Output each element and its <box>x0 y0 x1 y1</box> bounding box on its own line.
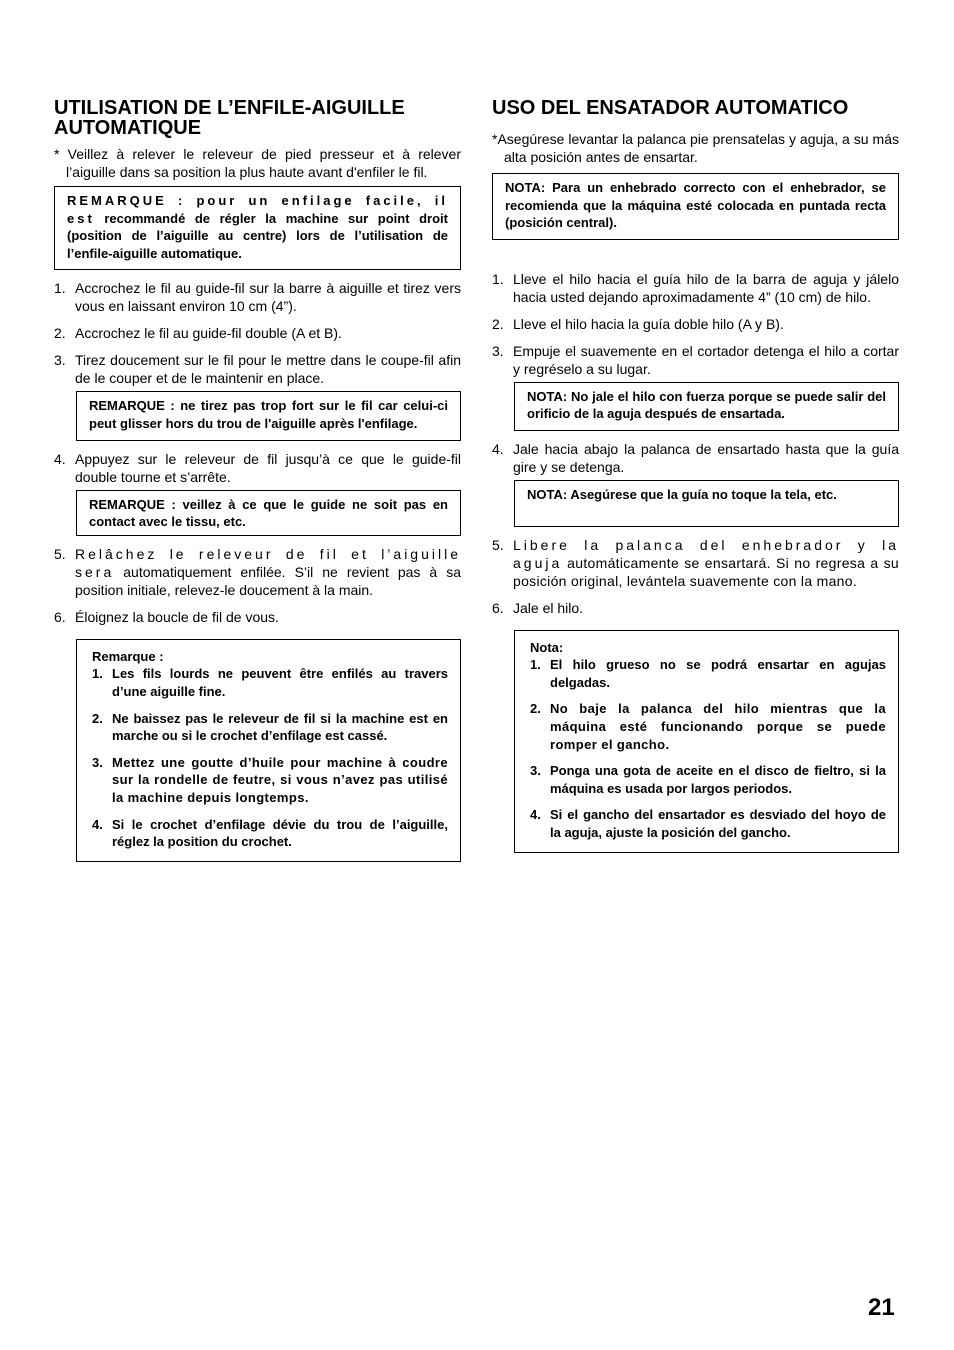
french-step <box>54 545 461 599</box>
spanish-note-box-step3: NOTA: No jale el hilo con fuerza porque se puede salir del orificio de la aguja después de ensartada. <box>514 382 899 431</box>
step-text: Jale el hilo. <box>513 599 584 616</box>
step-text: Jale hacia abajo la palanca de ensartado hasta que la guía gire y se detenga. <box>513 440 899 475</box>
step-number: 1. <box>54 280 66 297</box>
spanish-note-item <box>530 806 886 841</box>
step-number: 3. <box>54 352 66 369</box>
spanish-note-box-top: NOTA: Para un enhebrado correcto con el enhebrador, se recomienda que la máquina esté colocada en puntada recta (posición central). <box>492 173 899 240</box>
step-text: Empuje el suavemente en el cortador detenga el hilo a cortar y regréselo a su lugar. <box>513 342 899 377</box>
step-number: 4. <box>492 440 504 457</box>
spanish-column <box>492 98 899 853</box>
step-text-lead: Libere la palanca del enhebrador y la aguja <box>513 536 899 571</box>
spanish-steps-list <box>492 270 899 378</box>
spanish-note-item <box>530 656 886 691</box>
french-remark-item <box>92 665 448 700</box>
spanish-note-item <box>530 700 886 753</box>
note-text: No baje la palanca del hilo mientras que la máquina esté funcionando porque se puede romper el gancho. <box>550 701 886 752</box>
remark-number: 4. <box>92 816 103 832</box>
step-text: Lleve el hilo hacia el guía hilo de la barra de aguja y jálelo hacia usted dejando aproximadamente 4” (10 cm) de hilo. <box>513 270 899 305</box>
spanish-step <box>492 536 899 590</box>
spanish-notes-box <box>514 630 899 853</box>
french-column <box>54 98 461 862</box>
note-number: 2. <box>530 701 541 717</box>
remark-text: Ne baissez pas le releveur de fil si la machine est en marche ou si le crochet d’enfilage est cassé. <box>112 710 448 744</box>
step-number: 6. <box>54 608 66 625</box>
french-remark-item <box>92 816 448 851</box>
remark-text: Les fils lourds ne peuvent être enfilés au travers d’une aiguille fine. <box>112 666 448 699</box>
step-number: 4. <box>54 450 66 467</box>
spanish-notes-list <box>530 656 886 841</box>
step-number: 5. <box>492 536 504 553</box>
french-title-line2: AUTOMATIQUE <box>54 117 202 139</box>
french-section-title <box>54 98 461 138</box>
french-step <box>54 324 461 342</box>
french-step <box>54 608 461 626</box>
french-remarks-box <box>76 639 461 862</box>
step-number: 6. <box>492 599 504 616</box>
french-step <box>54 279 461 315</box>
french-remarks-title: Remarque : <box>92 648 164 664</box>
note-text: Si el gancho del ensartador es desviado del hoyo de la aguja, ajuste la posición del gancho. <box>550 807 886 840</box>
french-steps-list-2 <box>54 450 461 486</box>
spanish-steps-list-2 <box>492 440 899 476</box>
step-text: Tirez doucement sur le fil pour le mettre dans le coupe-fil afin de le couper et de le maintenir en place. <box>75 352 461 387</box>
step-number: 2. <box>492 315 504 332</box>
french-step <box>54 450 461 486</box>
remark-number: 1. <box>92 666 103 682</box>
spanish-steps-list-3 <box>492 536 899 617</box>
french-step <box>54 351 461 387</box>
note-number: 4. <box>530 807 541 823</box>
step-text: automáticamente se ensartará. Si no regresa a su posición original, levántela suavemente con la mano. <box>513 554 900 589</box>
french-intro: * Veillez à relever le releveur de pied presseur et à relever l’aiguille dans sa position la plus haute avant d'enfiler le fil. <box>54 146 461 180</box>
note-number: 1. <box>530 657 541 673</box>
french-remark-item <box>92 710 448 745</box>
spanish-note-item <box>530 762 886 797</box>
spanish-intro: *Asegúrese levantar la palanca pie prensatelas y aguja, a su más alta posición antes de ensartar. <box>492 131 899 165</box>
spanish-section-title: USO DEL ENSATADOR AUTOMATICO <box>492 97 849 119</box>
step-text: Accrochez le fil au guide-fil double (A et B). <box>75 325 342 342</box>
remark-number: 3. <box>92 754 103 770</box>
step-number: 2. <box>54 325 66 342</box>
spanish-step <box>492 315 899 333</box>
spanish-step <box>492 440 899 476</box>
page-number: 21 <box>868 1294 895 1321</box>
french-remark-item <box>92 754 448 807</box>
french-title-line1: UTILISATION DE L’ENFILE-AIGUILLE <box>54 97 405 119</box>
french-steps-list-3 <box>54 545 461 626</box>
french-remark-top-lead: REMARQUE : pour un enfilage facile, il est <box>67 193 448 226</box>
spanish-step <box>492 342 899 378</box>
french-remark-top-rest: recommandé de régler la machine sur point droit (position de l’aiguille au centre) lors de l’utilisation de l’enfile-aiguille automatique. <box>67 210 448 261</box>
spanish-notes-title: Nota: <box>530 639 564 655</box>
step-text: Appuyez sur le releveur de fil jusqu’à ce que le guide-fil double tourne et s’arrête. <box>75 450 461 485</box>
note-text: El hilo grueso no se podrá ensartar en agujas delgadas. <box>550 657 886 690</box>
spanish-step <box>492 599 899 617</box>
step-text: automatiquement enfilée. S’il ne revient pas à sa position initiale, relevez-le doucement à la main. <box>75 563 461 598</box>
step-number: 1. <box>492 270 504 287</box>
step-text: Lleve el hilo hacia la guía doble hilo (A y B). <box>513 315 784 332</box>
step-text-lead: Relâchez le releveur de fil et l’aiguille sera <box>75 545 461 580</box>
french-steps-list <box>54 279 461 387</box>
step-text: Accrochez le fil au guide-fil sur la barre à aiguille et tirez vers vous en laissant environ 10 cm (4”). <box>75 280 461 315</box>
french-remark-box-step4: REMARQUE : veillez à ce que le guide ne soit pas en contact avec le tissu, etc. <box>76 490 461 536</box>
french-remarks-list <box>92 665 448 850</box>
remark-text: Si le crochet d’enfilage dévie du trou de l’aiguille, réglez la position du crochet. <box>112 816 448 850</box>
remark-number: 2. <box>92 710 103 726</box>
note-number: 3. <box>530 763 541 779</box>
spanish-step <box>492 270 899 306</box>
spanish-note-box-step4: NOTA: Asegúrese que la guía no toque la tela, etc. <box>514 480 899 527</box>
step-text: Éloignez la boucle de fil de vous. <box>75 608 279 625</box>
step-number: 5. <box>54 545 66 562</box>
note-text: Ponga una gota de aceite en el disco de fieltro, si la máquina es usada por largos periodos. <box>550 763 886 796</box>
remark-text: Mettez une goutte d’huile pour machine à coudre sur la rondelle de feutre, si vous n’avez pas utilisé la machine depuis longtemps. <box>112 754 448 805</box>
french-remark-box-top <box>54 186 461 270</box>
french-remark-box-step3: REMARQUE : ne tirez pas trop fort sur le fil car celui-ci peut glisser hors du trou de l'aiguille après l'enfilage. <box>76 391 461 440</box>
step-number: 3. <box>492 342 504 359</box>
